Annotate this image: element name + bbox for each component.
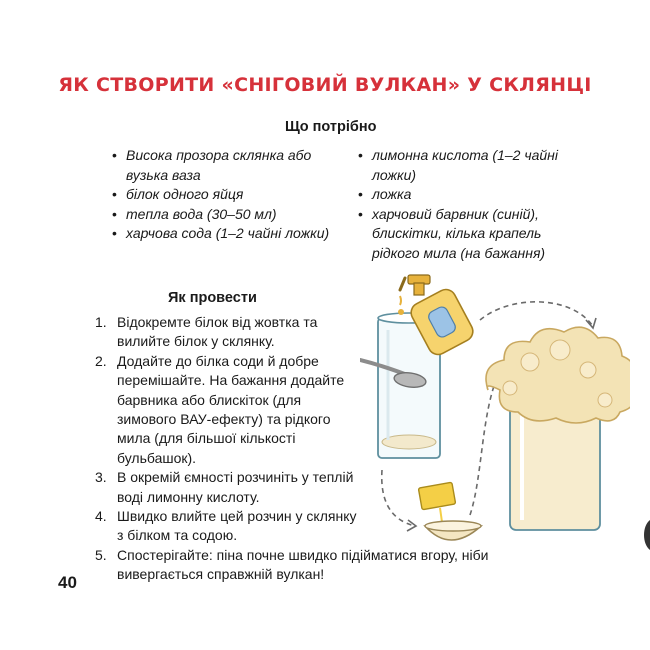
needs-heading: Що потрібно xyxy=(285,119,377,135)
citric-acid-pack-icon xyxy=(418,482,455,522)
step-number: 4. xyxy=(95,508,107,525)
step-number: 5. xyxy=(95,546,107,563)
experiment-illustration xyxy=(360,270,630,570)
step-item xyxy=(95,352,360,468)
needs-item: • тепла вода (30–50 мл) xyxy=(112,205,332,225)
arrow-left xyxy=(382,470,415,526)
arrow-top xyxy=(480,302,592,325)
page-number: 40 xyxy=(58,573,77,592)
step-number: 3. xyxy=(95,469,107,486)
needs-item: • білок одного яйця xyxy=(112,185,332,205)
step-number: 1. xyxy=(95,314,107,330)
needs-item: • Висока прозора склянка або вузька ваза xyxy=(112,146,332,185)
step-item xyxy=(95,313,360,352)
needs-list-left xyxy=(112,146,332,244)
step-text: Відокремте білок від жовтка та вилийте білок у склянку. xyxy=(117,314,318,350)
bowl-icon xyxy=(425,521,481,540)
step-text: Додайте до білка соди й добре перемішайте. На бажання додайте барвника або блискіток (для зимового ВАУ-ефекту) та рідкого мила (для більшої кількості бульбашок). xyxy=(117,352,345,466)
step-text: В окремій ємності розчиніть у теплій воді лимонну кислоту. xyxy=(117,469,354,505)
step-number: 2. xyxy=(95,352,107,369)
page-edge-mark xyxy=(640,520,650,550)
steps-heading: Як провести xyxy=(168,290,257,306)
foam-glass-icon xyxy=(486,327,630,530)
step-item xyxy=(95,507,360,546)
needs-item: • ложка xyxy=(358,185,573,205)
steps-list xyxy=(95,313,489,585)
needs-item: • лимонна кислота (1–2 чайні ложки) xyxy=(358,146,573,185)
step-text: Швидко влийте цей розчин у склянку з білком та содою. xyxy=(117,508,357,544)
page-title: ЯК СТВОРИТИ «СНІГОВИЙ ВУЛКАН» У СКЛЯНЦІ xyxy=(58,74,592,96)
needs-list-right xyxy=(358,146,573,263)
step-text: Спостерігайте: піна почне швидко підійматися вгору, ніби вивергається справжній вулкан! xyxy=(117,546,489,583)
needs-item: • харчовий барвник (синій), блискітки, кілька крапель рідкого мила (на бажання) xyxy=(358,205,573,264)
needs-item: • харчова сода (1–2 чайні ложки) xyxy=(112,224,332,244)
step-item xyxy=(95,468,360,507)
